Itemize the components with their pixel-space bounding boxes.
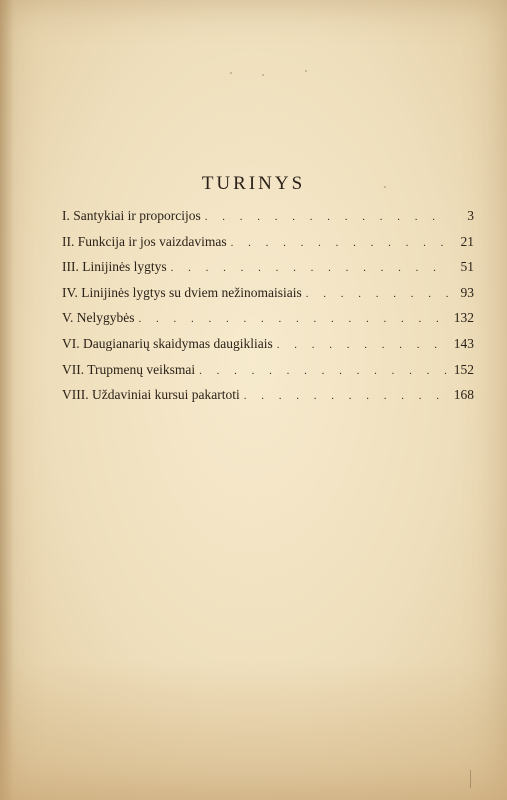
toc-entry-title: I. Santykiai ir proporcijos	[62, 208, 201, 223]
toc-entry-page: 93	[460, 284, 474, 300]
toc-entry-title: III. Linijinės lygtys	[62, 259, 167, 275]
dot-leader	[306, 288, 450, 300]
paper-speck	[230, 72, 232, 74]
toc-entry	[62, 387, 474, 413]
toc-entry	[62, 310, 474, 336]
table-of-contents	[62, 208, 474, 413]
toc-entry-title: VII. Trupmenų veiksmai	[62, 361, 196, 377]
toc-entry-page: 152	[453, 361, 474, 377]
paper-speck	[262, 74, 264, 76]
toc-entry-page: 168	[453, 387, 474, 403]
toc-entry	[62, 234, 474, 260]
toc-entry	[62, 362, 474, 388]
page-title: TURINYS	[201, 173, 306, 194]
paper-speck	[305, 70, 307, 72]
dot-leader	[139, 313, 451, 325]
paper-speck	[470, 770, 471, 788]
toc-entry-page: 132	[453, 310, 474, 326]
toc-entry-title: VIII. Uždaviniai kursui pakartoti	[62, 387, 240, 403]
dot-leader	[244, 390, 450, 402]
toc-entry-title: V. Nelygybės	[62, 310, 135, 326]
paper-stain	[0, 660, 507, 800]
dot-leader	[171, 262, 450, 274]
toc-entry-title: II. Funkcija ir jos vaizdavimas	[62, 233, 227, 249]
dot-leader	[205, 211, 450, 223]
dot-leader	[199, 365, 450, 377]
toc-entry-title: IV. Linijinės lygtys su dviem nežinomaisiais	[62, 284, 302, 300]
toc-entry	[62, 208, 474, 234]
toc-entry-page: 21	[460, 233, 474, 249]
toc-entry-page: 3	[467, 208, 474, 223]
dot-leader	[231, 237, 450, 249]
toc-entry-page: 51	[460, 259, 474, 275]
toc-entry	[62, 336, 474, 362]
toc-entry-page: 143	[453, 335, 474, 351]
toc-entry	[62, 285, 474, 311]
toc-entry	[62, 259, 474, 285]
dot-leader	[277, 339, 450, 351]
toc-entry-title: VI. Daugianarių skaidymas daugikliais	[62, 335, 273, 351]
